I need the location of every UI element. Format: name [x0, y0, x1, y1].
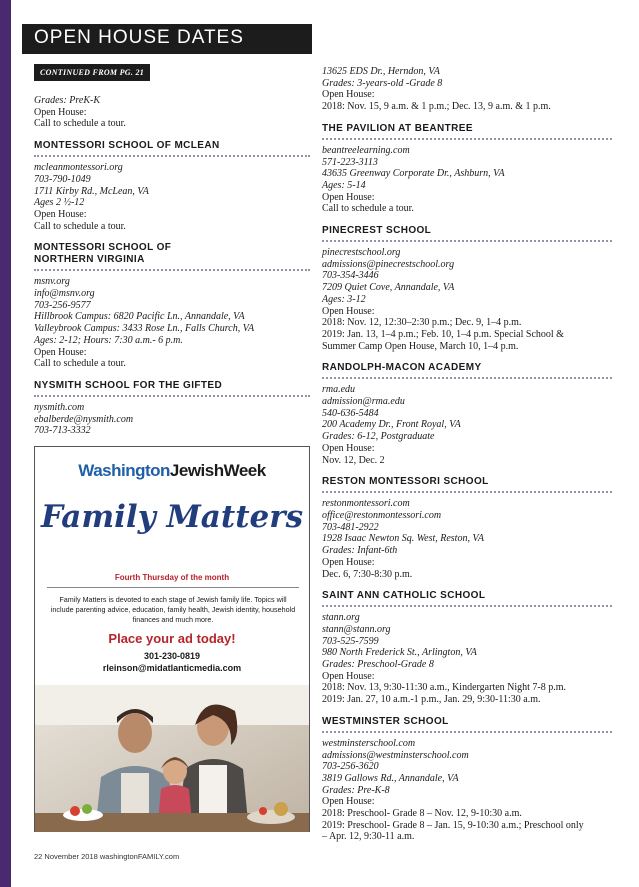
text-line: Ages 2 ½-12 [34, 197, 85, 209]
text-line: Open House: [34, 208, 87, 220]
ad-divider [47, 587, 299, 588]
family-photo-illustration [35, 685, 309, 832]
text-line: Open House: [322, 670, 375, 682]
text-line: office@restonmontessori.com [322, 509, 442, 521]
text-line: Open House: [322, 796, 375, 808]
text-line: 703-713-3332 [34, 425, 91, 437]
continued-tag: CONTINUED FROM PG. 21 [34, 64, 150, 81]
text-line: Ages: 5-14 [322, 179, 366, 191]
page-edge-bar [0, 0, 11, 887]
school-entry [34, 380, 310, 437]
text-line: admission@rma.edu [322, 396, 405, 408]
text-line: 2018: Preschool- Grade 8 – Nov. 12, 9-10:30 a.m. [322, 808, 522, 820]
text-line: admissions@pinecrestschool.org [322, 258, 455, 270]
ad-headline: Family Matters [40, 499, 304, 535]
right-column [322, 66, 612, 843]
dotted-divider [322, 240, 612, 242]
school-entry [322, 476, 612, 580]
text-line: 703-354-3446 [322, 270, 379, 282]
text-line: info@msnv.org [34, 288, 95, 300]
text-line: Open House: [322, 191, 375, 203]
text-line: – Apr. 12, 9:30-11 a.m. [322, 831, 415, 843]
text-line: Open House: [322, 89, 375, 101]
text-line: 1928 Isaac Newton Sq. West, Reston, VA [322, 533, 484, 545]
text-line: Grades: 3-years-old -Grade 8 [322, 77, 443, 89]
text-line: 2018: Nov. 15, 9 a.m. & 1 p.m.; Dec. 13, 9 a.m. & 1 p.m. [322, 101, 551, 113]
text-line: 3819 Gallows Rd., Annandale, VA [322, 772, 459, 784]
dotted-divider [34, 395, 310, 397]
text-line: Nov. 12, Dec. 2 [322, 454, 385, 466]
ad-email[interactable]: rleinson@midatlanticmedia.com [102, 663, 242, 673]
page-title: OPEN HOUSE DATES [34, 27, 244, 48]
ad-brand-logo [35, 461, 309, 481]
school-name: THE PAVILION AT BEANTREE [322, 122, 473, 134]
text-line: westminsterschool.com [322, 737, 416, 749]
text-line: msnv.org [34, 276, 70, 288]
text-line: stann.org [322, 612, 360, 624]
dotted-divider [322, 377, 612, 379]
text-line: Summer Camp Open House, March 10, 1–4 p.m. [322, 340, 519, 352]
ad-brand-part1: Washington [78, 461, 170, 480]
text-line: Call to schedule a tour. [34, 220, 126, 232]
text-line: 2018: Nov. 13, 9:30-11:30 a.m., Kindergarten Night 7-8 p.m. [322, 682, 567, 694]
school-name: MONTESSORI SCHOOL OF NORTHERN VIRGINIA [34, 242, 172, 266]
school-name: NYSMITH SCHOOL FOR THE GIFTED [34, 379, 223, 391]
dotted-divider [322, 605, 612, 607]
school-name: PINECREST SCHOOL [322, 225, 432, 237]
text-line: 13625 EDS Dr., Herndon, VA [322, 66, 440, 77]
text-line: Grades: Preschool-Grade 8 [322, 659, 434, 671]
left-school-list [34, 140, 310, 437]
dotted-divider [34, 269, 310, 271]
text-line: Valleybrook Campus: 3433 Rose Ln., Falls Church, VA [34, 323, 255, 335]
school-entry [34, 140, 310, 232]
school-name: MONTESSORI SCHOOL OF MCLEAN [34, 140, 220, 152]
school-name: WESTMINSTER SCHOOL [322, 715, 449, 727]
school-entry [322, 225, 612, 352]
text-line: mcleanmontessori.org [34, 162, 123, 174]
text-line: Grades: PreK-K [34, 95, 101, 106]
text-line: Call to schedule a tour. [322, 203, 414, 215]
text-line: 540-636-5484 [322, 407, 379, 419]
school-entry [322, 716, 612, 843]
right-school-list [322, 123, 612, 843]
text-line: 2018: Nov. 12, 12:30–2:30 p.m.; Dec. 9, 1–4 p.m. [322, 317, 522, 329]
left-column [34, 62, 310, 437]
school-entry [322, 123, 612, 215]
text-line: 2019: Jan. 13, 1–4 p.m.; Feb. 10, 1–4 p.m. Special School & [322, 328, 564, 340]
text-line: 703-256-3620 [322, 761, 379, 773]
family-matters-ad[interactable] [34, 446, 310, 832]
text-line: Open House: [322, 556, 375, 568]
text-line: Grades: Infant-6th [322, 545, 398, 557]
ad-phone: 301-230-0819 [143, 651, 201, 661]
text-line: Open House: [322, 305, 375, 317]
left-intro [34, 95, 310, 130]
text-line: restonmontessori.com [322, 498, 410, 510]
dotted-divider [322, 491, 612, 493]
text-line: 703-525-7599 [322, 635, 379, 647]
dotted-divider [34, 155, 310, 157]
text-line: 200 Academy Dr., Front Royal, VA [322, 419, 461, 431]
text-line: nysmith.com [34, 401, 85, 413]
text-line: ebalberde@nysmith.com [34, 413, 134, 425]
text-line: rma.edu [322, 384, 356, 396]
right-intro [322, 66, 612, 113]
school-entry [34, 242, 310, 370]
text-line: Open House: [34, 346, 87, 358]
text-line: Ages: 2-12; Hours: 7:30 a.m.- 6 p.m. [34, 334, 183, 346]
text-line: Hillbrook Campus: 6820 Pacific Ln., Annandale, VA [34, 311, 245, 323]
school-name: SAINT ANN CATHOLIC SCHOOL [322, 590, 486, 602]
ad-call-to-action: Place your ad today! [108, 631, 236, 646]
text-line: Grades: Pre-K-8 [322, 784, 390, 796]
ad-description: Family Matters is devoted to each stage of Jewish family life. Topics will include parenting advice, education, family health, Jewish identity, household finances and much more. [50, 595, 296, 624]
ad-subhead: Fourth Thursday of the month [114, 573, 230, 582]
text-line: pinecrestschool.org [322, 247, 401, 259]
ad-family-photo [35, 685, 309, 832]
text-line: Call to schedule a tour. [34, 358, 126, 370]
text-line: Open House: [322, 442, 375, 454]
text-line: 980 North Frederick St., Arlington, VA [322, 647, 477, 659]
text-line: Call to schedule a tour. [34, 118, 126, 130]
school-name: RESTON MONTESSORI SCHOOL [322, 476, 489, 488]
school-entry [322, 590, 612, 706]
school-name: RANDOLPH-MACON ACADEMY [322, 362, 482, 374]
text-line: 2019: Jan. 27, 10 a.m.-1 p.m., Jan. 29, 9:30-11:30 a.m. [322, 694, 541, 706]
text-line: Dec. 6, 7:30-8:30 p.m. [322, 568, 413, 580]
text-line: Ages: 3-12 [322, 293, 366, 305]
text-line: 571-223-3113 [322, 156, 378, 168]
dotted-divider [322, 138, 612, 140]
text-line: 2019: Preschool- Grade 8 – Jan. 15, 9-10:30 a.m.; Preschool only [322, 819, 584, 831]
text-line: 703-790-1049 [34, 173, 91, 185]
text-line: 7209 Quiet Cove, Annandale, VA [322, 282, 455, 294]
text-line: stann@stann.org [322, 623, 391, 635]
text-line: 1711 Kirby Rd., McLean, VA [34, 185, 149, 197]
page-footer: 22 November 2018 washingtonFAMILY.com [34, 852, 180, 861]
text-line: 703-256-9577 [34, 299, 91, 311]
ad-brand-part2: JewishWeek [169, 461, 266, 480]
text-line: 43635 Greenway Corporate Dr., Ashburn, VA [322, 168, 505, 180]
text-line: Open House: [34, 106, 87, 118]
text-line: 703-481-2922 [322, 521, 379, 533]
text-line: Grades: 6-12, Postgraduate [322, 431, 435, 443]
school-entry [322, 362, 612, 466]
dotted-divider [322, 731, 612, 733]
text-line: admissions@westminsterschool.com [322, 749, 469, 761]
text-line: beantreelearning.com [322, 144, 410, 156]
section-header [22, 24, 312, 54]
